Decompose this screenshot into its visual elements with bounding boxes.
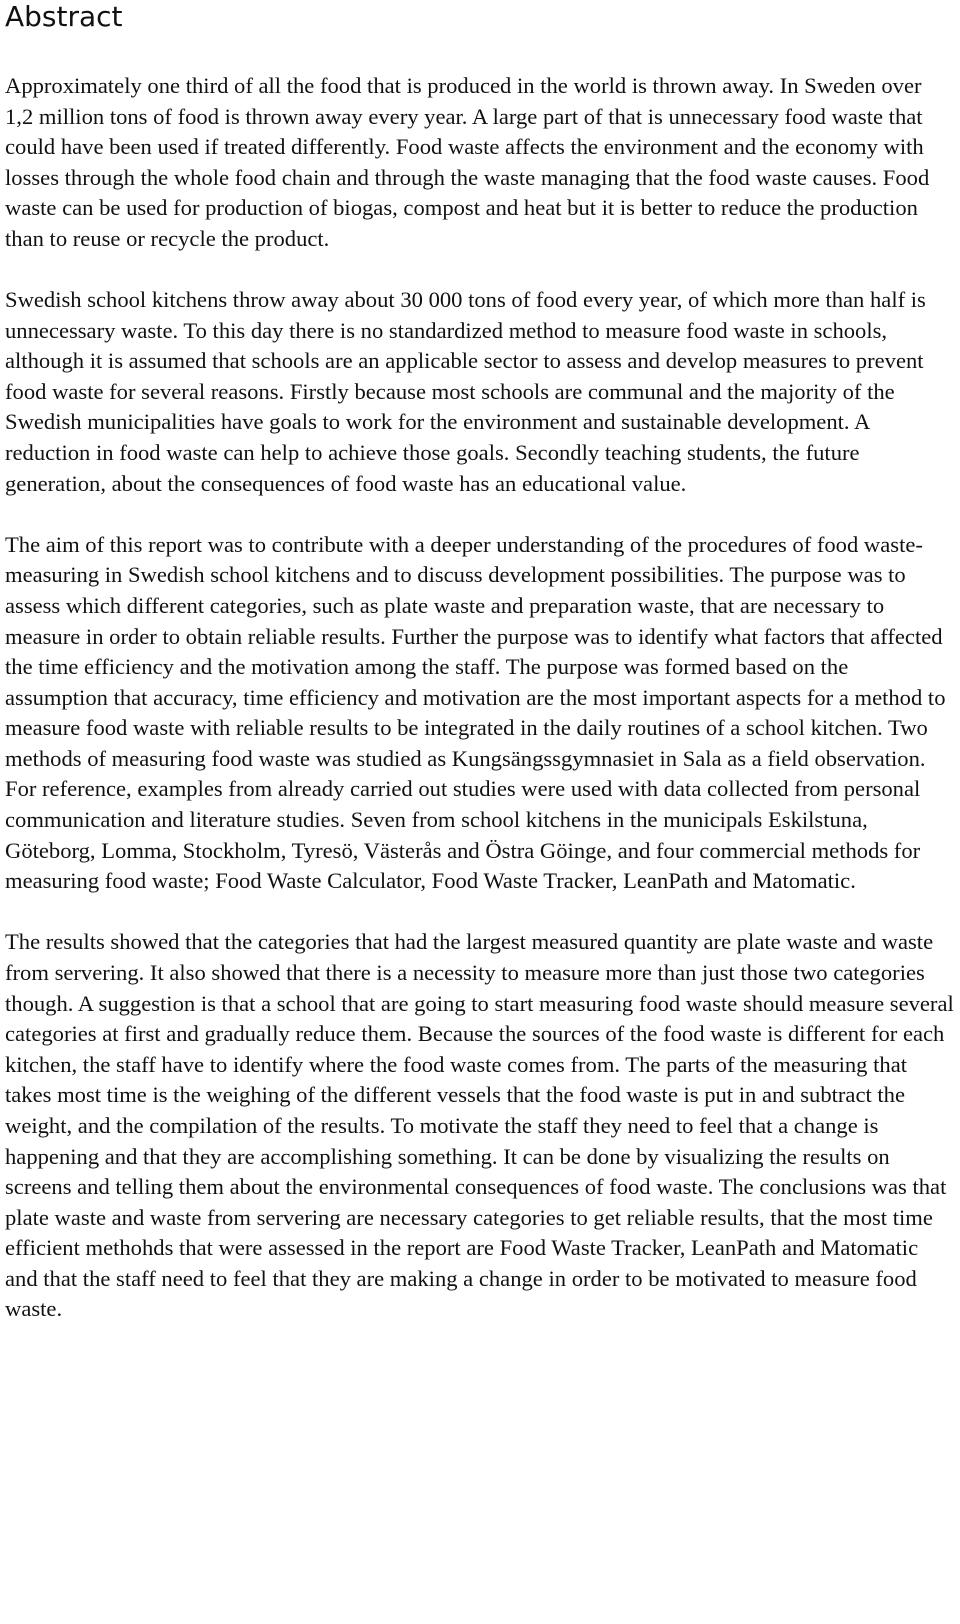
abstract-body [5, 71, 955, 1325]
abstract-paragraph-1: Approximately one third of all the food that is produced in the world is thrown away. In Sweden over 1,2 million tons of food is thrown away every year. A large part of that is unnecessary food waste that could have been used if treated differently. Food waste affects the environment and the economy with losses through the whole food chain and through the waste managing that the food waste causes. Food waste can be used for production of biogas, compost and heat but it is better to reduce the production than to reuse or recycle the product. [5, 73, 930, 251]
abstract-paragraph-2: Swedish school kitchens throw away about 30 000 tons of food every year, of which more than half is unnecessary waste. To this day there is no standardized method to measure food waste in schools, although it is assumed that schools are an applicable sector to assess and develop measures to prevent food waste for several reasons. Firstly because most schools are communal and the majority of the Swedish municipalities have goals to work for the environment and sustainable development. A reduction in food waste can help to achieve those goals. Secondly teaching students, the future generation, about the consequences of food waste has an educational value. [5, 287, 926, 496]
document-page [5, 0, 955, 1325]
abstract-heading: Abstract [5, 0, 123, 33]
abstract-paragraph-4: The results showed that the categories that had the largest measured quantity are plate waste and waste from servering. It also showed that there is a necessity to measure more than just those two categories though. A suggestion is that a school that are going to start measuring food waste should measure several categories at first and gradually reduce them. Because the sources of the food waste is different for each kitchen, the staff have to identify where the food waste comes from. The parts of the measuring that takes most time is the weighing of the different vessels that the food waste is put in and subtract the weight, and the compilation of the results. To motivate the staff they need to feel that a change is happening and that they are accomplishing something. It can be done by visualizing the results on screens and telling them about the environmental consequences of food waste. The conclusions was that plate waste and waste from servering are necessary categories to get reliable results, that the most time efficient methohds that were assessed in the report are Food Waste Tracker, LeanPath and Matomatic and that the staff need to feel that they are making a change in order to be motivated to measure food waste. [5, 929, 954, 1322]
abstract-paragraph-3: The aim of this report was to contribute with a deeper understanding of the procedures of food waste-measuring in Swedish school kitchens and to discuss development possibilities. The purpose was to assess which different categories, such as plate waste and preparation waste, that are necessary to measure in order to obtain reliable results. Further the purpose was to identify what factors that affected the time efficiency and the motivation among the staff. The purpose was formed based on the assumption that accuracy, time efficiency and motivation are the most important aspects for a method to measure food waste with reliable results to be integrated in the daily routines of a school kitchen. Two methods of measuring food waste was studied as Kungsängssgymnasiet in Sala as a field observation. For reference, examples from already carried out studies were used with data collected from personal communication and literature studies. Seven from school kitchens in the municipals Eskilstuna, Göteborg, Lomma, Stockholm, Tyresö, Västerås and Östra Göinge, and four commercial methods for measuring food waste; Food Waste Calculator, Food Waste Tracker, LeanPath and Matomatic. [5, 531, 946, 894]
